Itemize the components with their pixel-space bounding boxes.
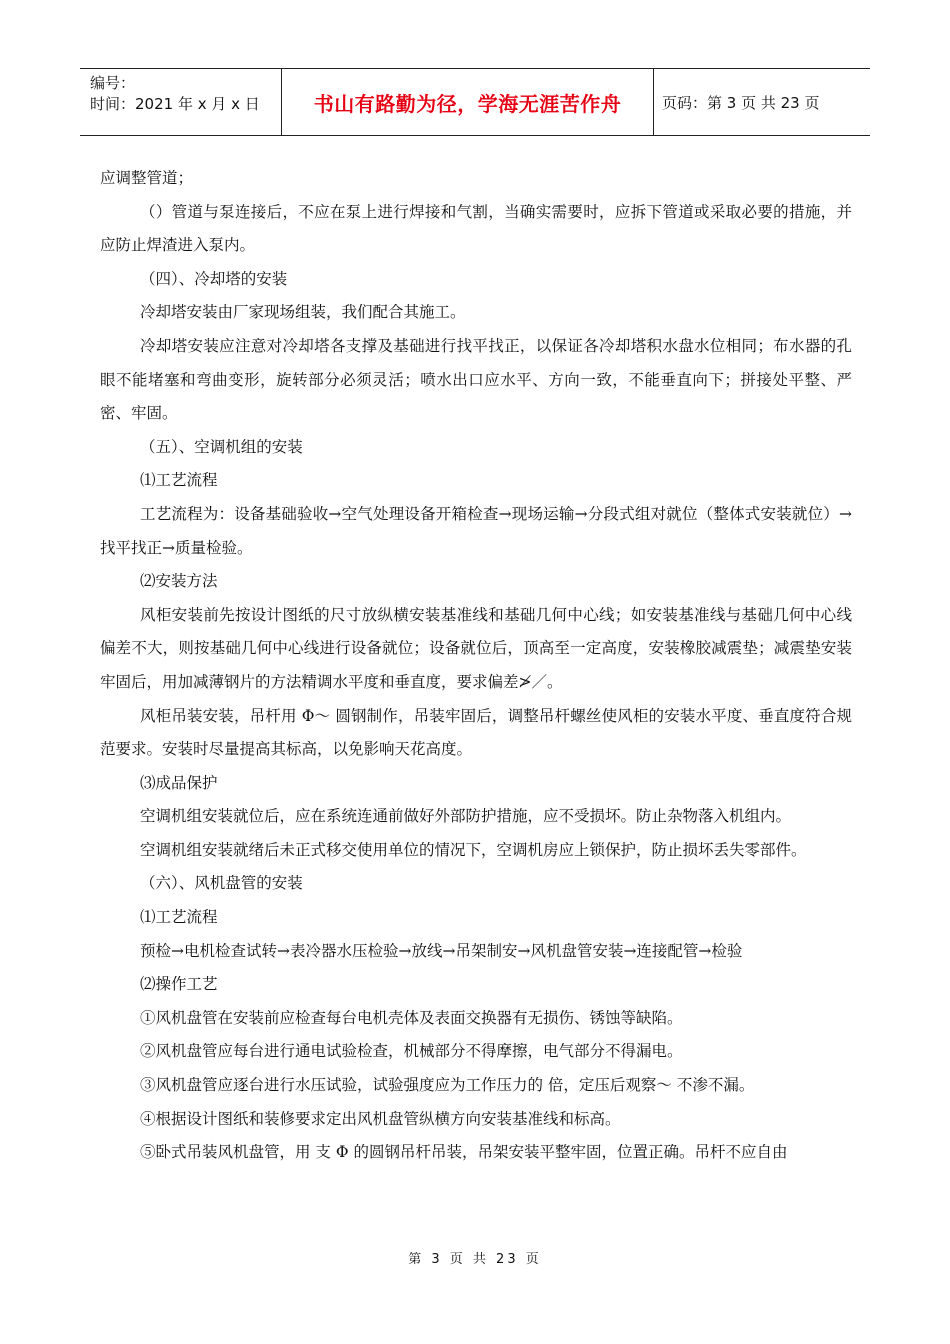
document-number-label: 编号： <box>90 74 136 92</box>
body-paragraph: ⑶成品保护 <box>140 773 218 792</box>
body-paragraph: 工艺流程为：设备基础验收→空气处理设备开箱检查→现场运输→分段式组对就位（整体式安装就位）→找平找正→质量检验。 <box>100 504 852 557</box>
header-motto: 书山有路勤为径，学海无涯苦作舟 <box>282 69 654 135</box>
body-paragraph: ⑴工艺流程 <box>140 471 218 490</box>
page-footer: 第 3 页 共 23 页 <box>408 1252 542 1267</box>
body-paragraph: 空调机组安装就位后，应在系统连通前做好外部防护措施，应不受损坏。防止杂物落入机组内。 <box>140 807 792 826</box>
body-paragraph: 风柜吊装安装，吊杆用 Φ～ 圆钢制作，吊装牢固后，调整吊杆螺丝使风柜的安装水平度、垂直度符合规范要求。安装时尽量提高其标高，以免影响天花高度。 <box>100 706 852 759</box>
body-paragraph: 风柜安装前先按设计图纸的尺寸放纵横安装基准线和基础几何中心线；如安装基准线与基础几何中心线偏差不大，则按基础几何中心线进行设备就位；设备就位后，顶高至一定高度，安装橡胶减震垫；减震垫安装牢固后，用加减薄钢片的方法精调水平度和垂直度，要求偏差≯／。 <box>100 605 852 691</box>
body-paragraph: 冷却塔安装由厂家现场组装，我们配合其施工。 <box>140 303 466 322</box>
body-paragraph: ⑤卧式吊装风机盘管，用 支 Φ 的圆钢吊杆吊装，吊架安装平整牢固，位置正确。吊杆不应自由 <box>140 1143 788 1162</box>
body-paragraph: 冷却塔安装应注意对冷却塔各支撑及基础进行找平找正，以保证各冷却塔积水盘水位相同；布水器的孔眼不能堵塞和弯曲变形，旋转部分必须灵活；喷水出口应水平、方向一致，不能垂直向下；拼接处平整、严密、牢固。 <box>100 336 852 423</box>
body-paragraph: ④根据设计图纸和装修要求定出风机盘管纵横方向安装基准线和标高。 <box>140 1109 621 1128</box>
body-paragraph: ③风机盘管应逐台进行水压试验，试验强度应为工作压力的 倍，定压后观察～ 不渗不漏。 <box>140 1076 755 1095</box>
header-page-number: 页码：第 3 页 共 23 页 <box>662 93 820 112</box>
body-paragraph: ⑴工艺流程 <box>140 908 218 927</box>
body-paragraph: 应调整管道； <box>100 169 194 187</box>
header-meta-cell <box>80 69 282 135</box>
body-paragraph: （六）、风机盘管的安装 <box>140 874 303 893</box>
body-paragraph: ⑵安装方法 <box>140 572 218 591</box>
body-paragraph: ⑵操作工艺 <box>140 975 218 994</box>
body-paragraph: （）管道与泵连接后，不应在泵上进行焊接和气割，当确实需要时，应拆下管道或采取必要的措施，并应防止焊渣进入泵内。 <box>100 202 852 255</box>
body-paragraph: 空调机组安装就绪后未正式移交使用单位的情况下，空调机房应上锁保护，防止损坏丢失零部件。 <box>140 840 807 859</box>
body-paragraph: （四）、冷却塔的安装 <box>140 269 288 288</box>
document-date-label: 时间：2021 年 x 月 x 日 <box>90 95 260 113</box>
body-paragraph: ②风机盘管应每台进行通电试验检查，机械部分不得摩擦，电气部分不得漏电。 <box>140 1042 683 1061</box>
document-body <box>100 162 852 1170</box>
body-paragraph: （五）、空调机组的安装 <box>140 437 303 456</box>
body-paragraph: ①风机盘管在安装前应检查每台电机壳体及表面交换器有无损伤、锈蚀等缺陷。 <box>140 1008 683 1027</box>
page-header <box>80 68 870 136</box>
body-paragraph: 预检→电机检查试转→表冷器水压检验→放线→吊架制安→风机盘管安装→连接配管→检验 <box>140 941 743 960</box>
